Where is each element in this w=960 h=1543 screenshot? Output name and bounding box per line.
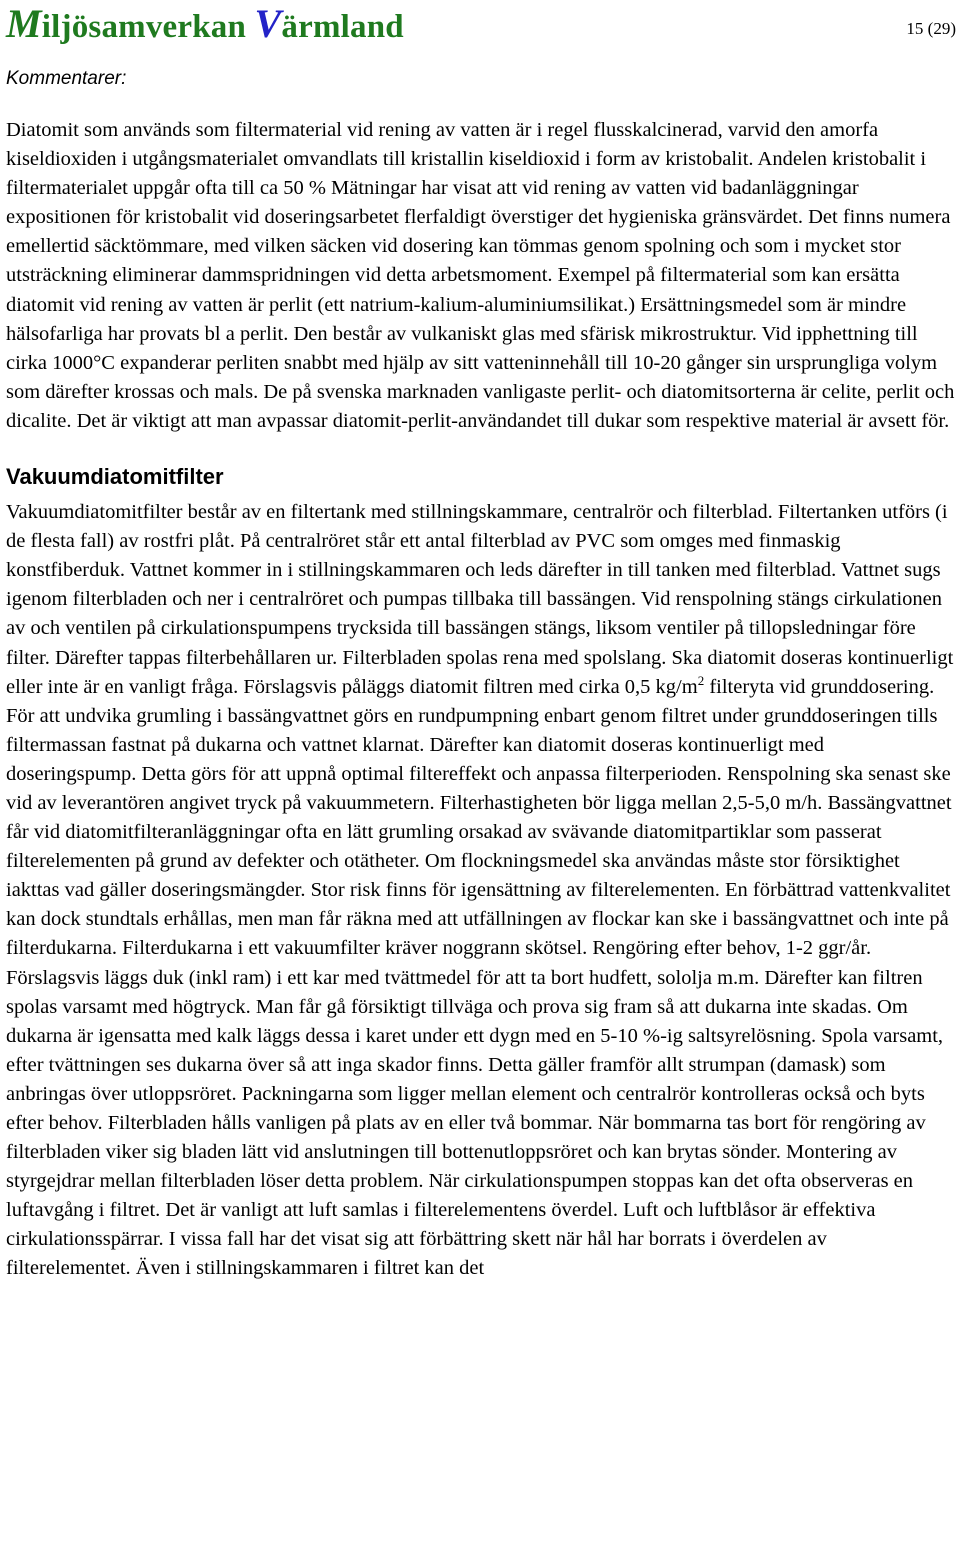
comments-paragraph: Diatomit som används som filtermaterial vid rening av vatten är i regel flusskalcinerad, varvid den amorfa kiseldioxiden i utgångsmaterialet omvandlats till kristallin kiseldioxid i form av kristobalit. Andelen kristobalit i filtermaterialet uppgår ofta till ca 50 % Mätningar har visat att vid rening av vatten vid badanläggningar expositionen för kristobalit vid doseringsarbetet flerfaldigt överstiger det hygieniska gränsvärdet. Det finns numera emellertid säcktömmare, med vilken säcken vid dosering kan tömmas genom spolning och som i mycket stor utsträckning eliminerar dammspridningen vid detta arbetsmoment. Exempel på filtermaterial som kan ersätta diatomit vid rening av vatten är perlit (ett natrium-kalium-aluminiumsilikat.) Ersättningsmedel som är mindre hälsofarliga har provats bl a perlit. Den består av vulkaniskt glas med sfärisk mikrostruktur. Vid ipphettning till cirka 1000°C expanderar perliten snabbt med hjälp av sitt vatteninnehåll till 10-20 gånger sin ursprungliga volym som därefter krossas och mals. De på svenska marknaden vanligaste perlit- och diatomitsorterna är celite, perlit och dicalite. Det är viktigt att man avpassar diatomit-perlit-användandet till dukar som respektive material är avsett för. <box>6 119 955 432</box>
section-paragraph-part1: Vakuumdiatomitfilter består av en filtertank med stillningskammare, centralrör och filterblad. Filtertanken utförs (i de flesta fall) av rostfri plåt. På centralröret står ett antal filterblad av PVC som omges med finmaskig konstfiberduk. Vattnet kommer in i stillningskammaren och leds därefter in till tanken med filterblad. Vattnet sugs igenom filterbladen och ner i centralröret och pumpas tillbaka till bassängen. Vid renspolning stängs cirkulationen av och ventilen på cirkulationspumpens trycksida till bassängen stängs, liksom ventiler på tillopsledningar före filter. Därefter tappas filterbehållaren ur. Filterbladen spolas rena med spolslang. Ska diatomit doseras kontinuerligt eller inte är en vanligt fråga. Förslagsvis påläggs diatomit filtren med cirka 0,5 kg/m <box>6 501 954 698</box>
logo-text-part2: ärmland <box>281 9 404 45</box>
logo-initial-v: V <box>254 1 282 46</box>
logo-text-part1: iljösamverkan <box>41 9 255 45</box>
comments-label: Kommentarer: <box>6 68 127 89</box>
document-page <box>6 0 956 1284</box>
organization-logo <box>6 1 404 46</box>
section-heading: Vakuumdiatomitfilter <box>6 464 224 490</box>
section-paragraph-part2: filteryta vid grunddosering. För att undvika grumling i bassängvattnet görs en rundpumpning enbart genom filtret under grunddoseringen tills filtermassan fastnat på dukarna och vattnet klarnat. Därefter kan diatomit doseras kontinuerligt med doseringspump. Detta görs för att uppnå optimal filtereffekt och anpassa filterperioden. Renspolning ska senast ske vid av leverantören angivet tryck på vakuummetern. Filterhastigheten bör ligga mellan 2,5-5,0 m/h. Bassängvattnet får vid diatomitfilteranläggningar ofta en lätt grumling orsakad av svävande diatomitpartiklar som passerat filterelementen på grund av defekter och otätheter. Om flockningsmedel ska användas måste stor försiktighet iakttas vad gäller doseringsmängder. Stor risk finns för igensättning av filterelementen. En förbättrad vattenkvalitet kan dock stundtals erhållas, men man får räkna med att utfällningen av flockar kan ske i bassängvattnet och inte på filterdukarna. Filterdukarna i ett vakuumfilter kräver noggrann skötsel. Rengöring efter behov, 1-2 ggr/år. Förslagsvis läggs duk (inkl ram) i ett kar med tvättmedel för att ta bort hudfett, sololja m.m. Därefter kan filtren spolas varsamt med högtryck. Man får gå försiktigt tillväga och prova sig fram så att dukarna inte skadas. Om dukarna är igensatta med kalk läggs dessa i karet under ett dygn med en 5-10 %-ig saltsyrelösning. Spola varsamt, efter tvättningen ses dukarna över så att inga skador finns. Detta gäller framför allt strumpan (damask) som anbringas över utloppsröret. Packningarna som ligger mellan element och centralrör kontrolleras också och byts efter behov. Filterbladen hålls vanligen på plats av en eller två bommar. När bommarna tas bort för rengöring av filterbladen viker sig bladen lätt vid anslutningen till bottenutloppsröret och kan brytas sönder. Montering av styrgejdrar mellan filterbladen löser detta problem. När cirkulationspumpen stoppas kan det ofta observeras en luftavgång i filtret. Det är vanligt att luft samlas i filterelementens överdel. Luft och luftblåsor är effektiva cirkulationsspärrar. I vissa fall har det visat sig att förbättring skett när hål har borrats i överdelen av filterelementet. Även i stillningskammaren i filtret kan det <box>6 675 952 1280</box>
page-header <box>6 0 956 52</box>
section-paragraph <box>6 498 956 1284</box>
logo-initial-m: M <box>6 1 42 46</box>
superscript-exponent: 2 <box>697 672 705 688</box>
page-number: 15 (29) <box>906 19 956 38</box>
